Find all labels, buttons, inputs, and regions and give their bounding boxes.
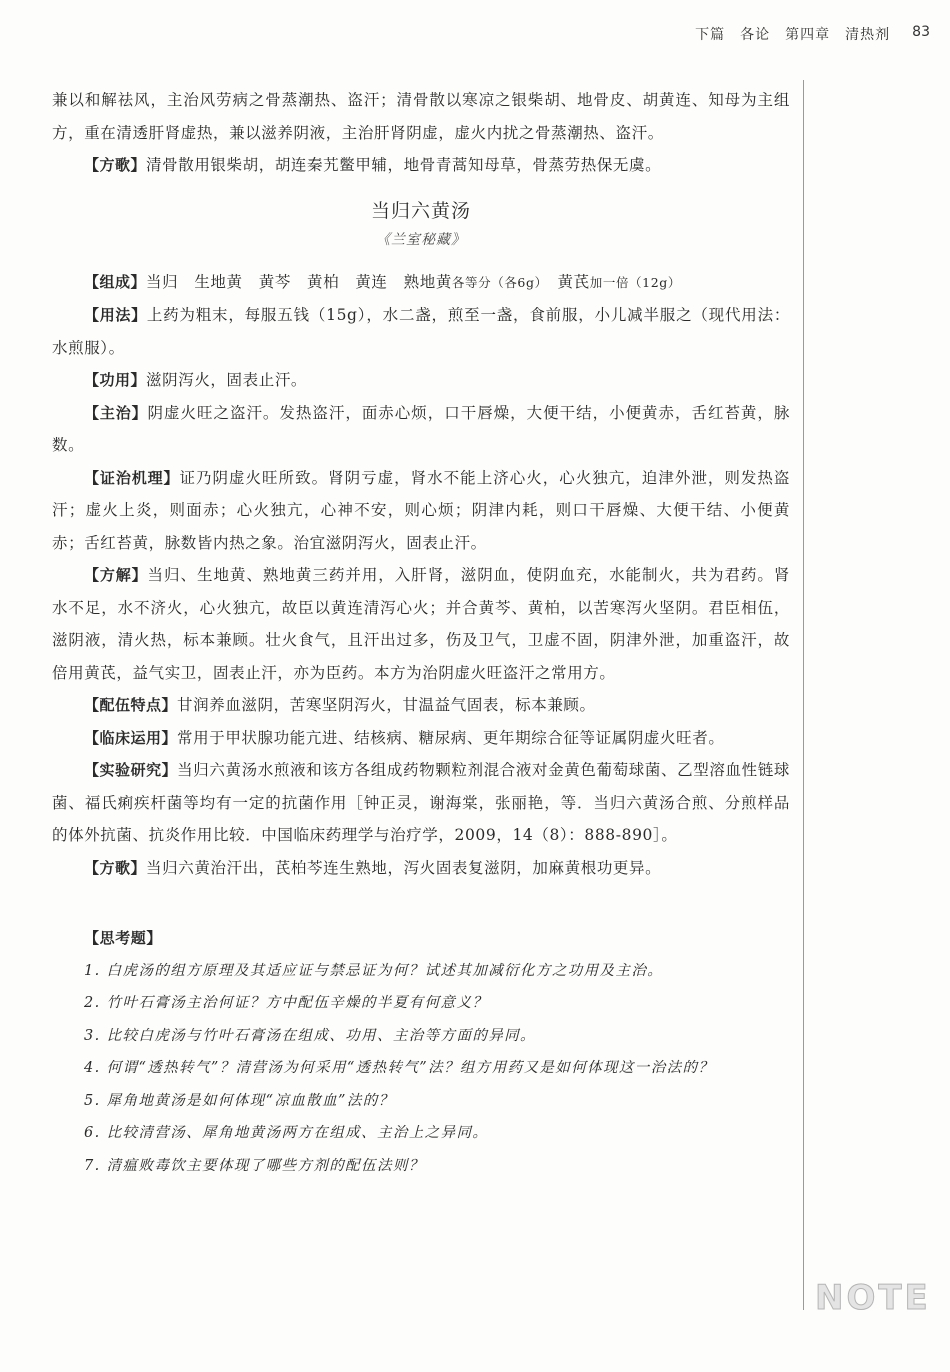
experiment-text: 当归六黄汤水煎液和该方各组成药物颗粒剂混合液对金黄色葡萄球菌、乙型溶血性链球菌、福氏痢疾杆菌等均有一定的抗菌作用［钟正灵，谢海棠，张丽艳，等．当归六黄汤合煎、分煎样品的体外抗菌、抗炎作用比较．中国临床药理学与治疗学，2009，14（8）：888-890］。 <box>52 761 790 844</box>
formula-source: 《兰室秘藏》 <box>376 231 466 248</box>
note-logo: NOTE <box>815 1278 931 1318</box>
composition-herbs: 当归 生地黄 黄芩 黄柏 黄连 熟地黄 <box>146 272 452 291</box>
song-term: 【方歌】 <box>84 156 147 174</box>
mechanism <box>52 462 790 560</box>
questions-title: 【思考题】 <box>84 929 163 947</box>
mechanism-text: 证乃阴虚火旺所致。肾阴亏虚，肾水不能上济心火，心火独亢，迫津外泄，则发热盗汗；虚火上炎，则面赤；心火独亢，心神不安，则心烦；阴津内耗，则口干唇燥、大便干结、小便黄赤；舌红苔黄，脉数皆内热之象。治宜滋阴泻火，固表止汗。 <box>52 468 790 552</box>
page-number: 83 <box>912 24 930 40</box>
features <box>52 689 790 722</box>
composition-herb-huangqi: 黄芪 <box>541 272 590 291</box>
composition-dose-1: 各等分（各6g） <box>451 274 542 290</box>
clinical-text: 常用于甲状腺功能亢进、结核病、糖尿病、更年期综合征等证属阴虚火旺者。 <box>177 728 725 747</box>
experiment-term: 【实验研究】 <box>84 761 178 779</box>
indication-text: 阴虚火旺之盗汗。发热盗汗，面赤心烦，口干唇燥，大便干结，小便黄赤，舌红苔黄，脉数。 <box>52 403 790 454</box>
effect-term: 【功用】 <box>84 371 147 389</box>
composition-term: 【组成】 <box>84 272 147 291</box>
question-item: 4. 何谓“透热转气”？清营汤为何采用“透热转气”法？组方用药又是如何体现这一治法的？ <box>84 1060 715 1076</box>
formula-title: 当归六黄汤 <box>370 199 471 222</box>
features-text: 甘润养血滋阴，苦寒坚阴泻火，甘温益气固表，标本兼顾。 <box>177 696 596 714</box>
indication-term: 【主治】 <box>84 403 148 422</box>
clinical-term: 【临床运用】 <box>84 728 178 747</box>
margin-rule <box>803 80 804 1310</box>
question-item: 7. 清瘟败毒饮主要体现了哪些方剂的配伍法则？ <box>84 1157 425 1174</box>
formula-song-text: 当归六黄治汗出，芪柏芩连生熟地，泻火固表复滋阴，加麻黄根功更异。 <box>146 858 662 877</box>
effect <box>52 364 790 397</box>
continued-paragraph: 兼以和解祛风，主治风劳病之骨蒸潮热、盗汗；清骨散以寒凉之银柴胡、地骨皮、胡黄连、知母为主组方，重在清透肝肾虚热，兼以滋养阴液，主治肝肾阴虚，虚火内扰之骨蒸潮热、盗汗。 <box>52 91 790 142</box>
usage-term: 【用法】 <box>84 306 147 324</box>
question-item: 3. 比较白虎汤与竹叶石膏汤在组成、功用、主治等方面的异同。 <box>84 1027 536 1044</box>
mechanism-term: 【证治机理】 <box>84 468 180 487</box>
question-item: 5. 犀角地黄汤是如何体现“凉血散血”法的？ <box>84 1092 395 1109</box>
composition-dose-2: 加一倍（12g） <box>589 274 681 290</box>
chapter-title: 下篇 各论 第四章 清热剂 <box>695 27 891 43</box>
running-head <box>600 24 930 44</box>
usage-text: 上药为粗末，每服五钱（15g），水二盏，煎至一盏，食前服，小儿减半服之（现代用法：水煎服）。 <box>52 306 790 357</box>
explanation <box>52 559 790 689</box>
composition <box>52 266 790 300</box>
clinical-use <box>52 722 790 755</box>
question-item: 1. 白虎汤的组方原理及其适应证与禁忌证为何？试述其加减衍化方之功用及主治。 <box>84 962 664 979</box>
explanation-text: 当归、生地黄、熟地黄三药并用，入肝肾，滋阴血，使阴血充，水能制火，共为君药。肾水不足，水不济火，心火独亢，故臣以黄连清泻心火；并合黄芩、黄柏，以苦寒泻火坚阴。君臣相伍，滋阴液，清火热，标本兼顾。壮火食气，且汗出过多，伤及卫气，卫虚不固，阴津外泄，加重盗汗，故倍用黄芪，益气实卫，固表止汗，亦为臣药。本方为治阴虚火旺盗汗之常用方。 <box>52 566 790 682</box>
song-text: 清骨散用银柴胡，胡连秦艽鳖甲辅，地骨青蒿知母草，骨蒸劳热保无虞。 <box>146 156 662 174</box>
experimental-research <box>52 754 790 852</box>
prev-song <box>52 149 790 182</box>
features-term: 【配伍特点】 <box>84 696 178 714</box>
explanation-term: 【方解】 <box>84 566 148 584</box>
formula-song-term: 【方歌】 <box>84 858 147 877</box>
main-text <box>52 84 790 1182</box>
questions-list <box>52 955 790 1183</box>
usage <box>52 299 790 364</box>
effect-text: 滋阴泻火，固表止汗。 <box>146 371 308 389</box>
indication <box>52 397 790 462</box>
formula-song <box>52 852 790 885</box>
question-item: 6. 比较清营汤、犀角地黄汤两方在组成、主治上之异同。 <box>84 1125 489 1141</box>
question-item: 2. 竹叶石膏汤主治何证？方中配伍辛燥的半夏有何意义？ <box>84 995 489 1011</box>
